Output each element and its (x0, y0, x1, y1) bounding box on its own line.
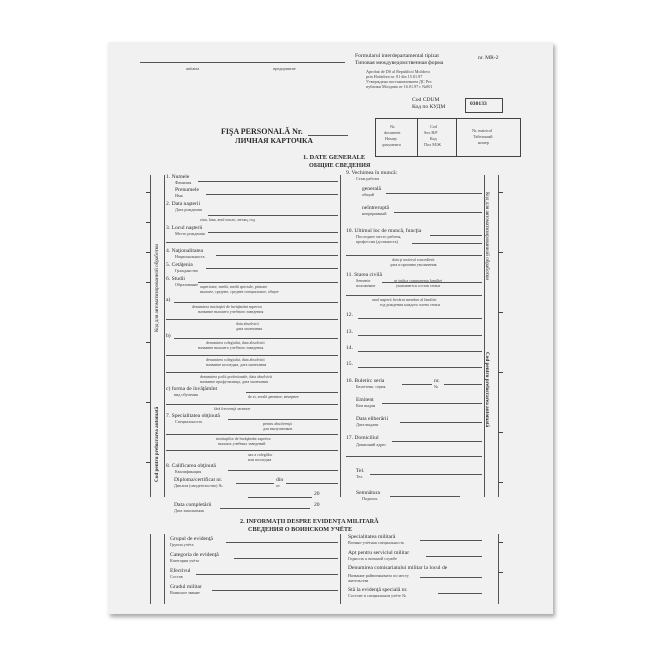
last-job-input-3[interactable] (346, 255, 482, 256)
mil-left-inner-vline (164, 534, 165, 604)
studies-a-label: a) (166, 297, 171, 303)
field-firstname-label-ru: Имя (175, 193, 183, 198)
studies-b2-hint-ru: название колледжа, дата окончания (206, 362, 267, 367)
tick-mark (146, 222, 150, 223)
study-form-input-2[interactable] (166, 404, 338, 405)
tick-mark (146, 402, 150, 403)
mil-fitness-input[interactable] (426, 556, 482, 557)
field-studies-hint-ru: высшее, среднее, среднее специальное, общее (200, 289, 279, 294)
specialty-hint-3-ru: или колледжа (248, 457, 272, 462)
mil-right-vline (498, 534, 499, 604)
approval-ru-2: публики Молдова от 16.01.97 г №001 (366, 84, 433, 89)
last-job-label-ru2: профессия (должность) (356, 239, 399, 244)
field-studies-input[interactable] (198, 282, 338, 283)
field-birthdate-label-ru: Дата рождения (175, 207, 202, 212)
field-firstname-label: Prenumele (175, 187, 199, 193)
tick-mark (499, 252, 503, 253)
field-citizenship-label: 5. Cetăţenia (166, 262, 193, 268)
experience-label-ru: Стаж работы (356, 176, 380, 181)
id-col-sex (417, 119, 457, 156)
id-col-document-ro2: document (384, 130, 401, 135)
diploma-ot: от (276, 483, 280, 488)
specialty-hint-ru: для выпускников (263, 426, 293, 431)
specialty-hint-2: instituţiilor de învăţămînt superior (216, 436, 271, 441)
mil-composition-input[interactable] (196, 574, 338, 575)
study-form-label-ru: вид обучения (174, 392, 198, 397)
date-completed-label: Data completării (174, 502, 212, 508)
title-ru: ЛИЧНАЯ КАРТОЧКА (235, 136, 313, 145)
date-completed-year: 20 (314, 502, 320, 508)
issuer-input[interactable] (382, 403, 482, 404)
dismissal-hint: data şi motivul concedierii (392, 257, 435, 262)
field-studies-hint: superioare, medii, medii speciale, primare (200, 284, 268, 289)
civil-status-label: 11. Starea civilă (346, 272, 382, 278)
left-inner-vline (164, 175, 165, 497)
center-vline (340, 175, 341, 497)
last-job-label: 10. Ultimul loc de muncă, funcţia (346, 228, 422, 234)
id-card-label: 16. Buletin: seria (346, 378, 385, 384)
id-col-matricol-ru: Табельный (473, 134, 493, 139)
title-ro: FIŞA PERSONALĂ Nr. (221, 127, 303, 136)
tick-mark (499, 312, 503, 313)
studies-a-date-hint: data absolvirii (236, 321, 259, 326)
side-code-left-ro: Код для автоматизированной обработки (154, 243, 160, 332)
tick-mark (499, 542, 503, 543)
mil-fitness-label-ru: Годность к военной службе (348, 556, 397, 561)
mil-commissariat-label: Denumirea comisariatului militar la locul de (348, 565, 448, 571)
field-surname-label-ru: Фамилия (175, 180, 192, 185)
approval-ro-1: Aprobat de DS al Republicii Moldova (366, 69, 430, 74)
mil-category-label: Categoria de evidenţă (170, 552, 219, 558)
field-birthplace-input-2[interactable] (166, 242, 338, 243)
studies-b3-input[interactable] (166, 372, 338, 373)
field-surname-input[interactable] (198, 181, 338, 182)
form-sheet (108, 42, 553, 614)
id-col-matricol-ro: Nr. matricol (472, 128, 493, 133)
signature-label-ru: Подпись (362, 496, 378, 501)
tick-mark (146, 192, 150, 193)
field-nationality-label-ru: Национальность (175, 254, 205, 259)
mil-group-label: Grupul de evidenţă (170, 536, 213, 542)
studies-b2-input[interactable] (166, 355, 338, 356)
studies-b3-hint-ru: название профучилища, дата окончания (200, 379, 269, 384)
experience-continuous-label-ru: непрерывный (362, 211, 387, 216)
domicile-label: 17. Domiciliul (346, 435, 379, 441)
row-13-input[interactable] (358, 335, 482, 336)
mil-category-input[interactable] (234, 558, 338, 559)
form-title-ro: Formularul interdepartamental tipizat (355, 53, 439, 59)
dismissal-hint-ru: дата и причина увольнения (390, 262, 437, 267)
field-surname-label: 1. Numele (166, 174, 190, 180)
field-citizenship-input[interactable] (206, 268, 338, 269)
id-col-matricol (456, 119, 520, 156)
qualification-label: 8. Calificarea obţinută (166, 463, 216, 469)
experience-continuous-input[interactable] (394, 212, 482, 213)
experience-label: 9. Vechimea în muncă: (346, 170, 398, 176)
id-card-series-input[interactable] (402, 384, 432, 385)
civil-status-sub2: положение (356, 283, 376, 288)
studies-b2-hint: denumirea colegiului, data absolvirii (206, 357, 265, 362)
mil-composition-label-ru: Состав (170, 574, 183, 579)
last-job-input-2[interactable] (412, 243, 482, 244)
field-firstname-input[interactable] (206, 194, 338, 195)
civil-status-hint: se indica componenţa familiei (394, 278, 443, 283)
field-birthdate-input[interactable] (208, 215, 338, 216)
field-birthdate-label: 2. Data naşterii (166, 201, 201, 207)
mil-group-input[interactable] (226, 542, 338, 543)
left-outer-vline (150, 175, 151, 497)
tick-mark (146, 252, 150, 253)
studies-b-input[interactable] (174, 338, 338, 339)
diploma-year: 20 (314, 491, 320, 497)
unit-line (140, 62, 345, 63)
study-form-hint-2: fără frecvenţă заочное (214, 406, 251, 411)
mil-special-label-ru: Состоит в специальном учёте № (348, 593, 406, 598)
studies-a-hint: denumirea instituţiei de învăţămînt superior (192, 304, 262, 309)
last-job-label-ru: Последнее место работы, (356, 234, 402, 239)
field-birthdate-hint: ziua, luna, anul число, месяц, год (200, 217, 255, 222)
section1-title-ru: ОБЩИЕ СВЕДЕНИЯ (309, 162, 371, 169)
date-completed-input[interactable] (220, 508, 310, 509)
tick-mark (499, 482, 503, 483)
specialty-input-2[interactable] (166, 434, 338, 435)
row-15-input[interactable] (358, 367, 482, 368)
family-hint-ru: год рождения каждого члена семьи (380, 302, 440, 307)
field-studies-label: 6. Studii (166, 276, 185, 282)
studies-b-hint-ru: название высшего учебного заведения (198, 345, 264, 350)
section1-title-ro: 1. DATE GENERALE (303, 154, 366, 161)
id-card-n: № (434, 384, 438, 389)
mil-specialty-label-ru: Военно-учётная специальность (348, 540, 405, 545)
id-col-document (376, 119, 418, 156)
right-outer-vline (498, 175, 499, 497)
experience-general-label: generală (362, 186, 381, 192)
studies-b-hint: denumirea colegiului, data absolvirii (206, 340, 265, 345)
id-col-sex-ru2: Пол М/Ж (424, 142, 441, 147)
field-nationality-input[interactable] (216, 255, 338, 256)
specialty-hint-3: sau a colegiilor (248, 452, 273, 457)
family-input[interactable] (346, 295, 482, 296)
tick-mark (499, 192, 503, 193)
study-form-label: c) forma de învăţămînt (166, 386, 218, 392)
side-code-right-ro: Код для автоматизированной обработки (484, 192, 490, 281)
issue-date-input[interactable] (400, 422, 482, 423)
field-nationality-label: 4. Naţionalitatea (166, 248, 203, 254)
phone-input[interactable] (370, 474, 482, 475)
tick-mark (499, 372, 503, 373)
mil-special-input[interactable] (438, 593, 482, 594)
mil-group-label-ru: Группа учёта (170, 542, 194, 547)
mil-fitness-label: Apt pentru serviciul militar (348, 550, 410, 556)
code-value: 030133 (470, 101, 487, 107)
id-col-sex-ro2: Sex B/F (424, 130, 438, 135)
signature-input[interactable] (390, 496, 460, 497)
id-col-matricol-ru2: номер (478, 140, 489, 145)
studies-a-date-hint-ru: дата окончания (236, 326, 263, 331)
mil-specialty-label: Specialitatea militară (348, 534, 396, 540)
mil-center-vline (340, 534, 341, 604)
mil-commissariat-input[interactable] (420, 577, 482, 578)
date-completed-label-ru: Дата заполнения (174, 508, 204, 513)
domicile-label-ru: Домашний адрес (356, 442, 387, 447)
studies-b3-hint: denumirea şcolii profesionale, data absolvirii (200, 374, 273, 379)
last-job-input[interactable] (430, 235, 482, 236)
domicile-input[interactable] (392, 441, 482, 442)
approval-ro-2: prin Hotărîrea nr. 01 din 15.01.97 (366, 74, 423, 79)
studies-b-label: b) (166, 333, 171, 339)
diploma-date-input[interactable] (286, 483, 338, 484)
id-table (375, 118, 521, 157)
tick-mark (146, 342, 150, 343)
id-card-label-ru: Бюлетень: серия (356, 384, 386, 389)
diploma-din: din (276, 477, 284, 483)
experience-general-input[interactable] (386, 193, 482, 194)
code-box (465, 98, 503, 113)
issuer-label-ru: Кем выдан (356, 403, 376, 408)
form-title-ru: Типовая междуведомственная форма (355, 60, 444, 66)
diploma-label-ru: Диплом (свидетельство) № (174, 483, 223, 488)
diploma-label: Diploma/certificat nr. (174, 477, 223, 483)
specialty-hint-2-ru: высших учебных заведений (218, 441, 266, 446)
family-hint: anul naşterii fiecărui membru al familiei (372, 297, 437, 302)
specialty-label: 7. Specialitatea obţinută (166, 413, 220, 419)
tick-mark (499, 432, 503, 433)
issue-date-label-ru: Дата выдачи (356, 422, 379, 427)
phone-label-ru: Тел. (356, 474, 364, 479)
specialty-input-3[interactable] (166, 450, 338, 451)
study-form-hint: de zi, serală дневное, вечернее (248, 394, 299, 399)
field-studies-label-ru: Образование (175, 282, 198, 287)
specialty-label-ru: Специальность (175, 419, 203, 424)
row-15-label: 15. (346, 361, 353, 367)
tick-mark (146, 462, 150, 463)
row-14-input[interactable] (358, 351, 482, 352)
mil-rank-label: Gradul militar (170, 584, 202, 590)
cod-cdum: Cod CDUM (412, 97, 440, 103)
mil-composition-label: Efectivul (170, 568, 191, 574)
approval-ru-1: Утверждена постановлением ДС Рес (366, 79, 432, 84)
mil-specialty-input[interactable] (420, 540, 482, 541)
specialty-input[interactable] (228, 419, 338, 420)
kod-kudm: Код по КУДМ (412, 104, 446, 110)
id-col-sex-ru: Код (430, 136, 437, 141)
section2-title-ro: 2. INFORMAŢII DESPRE EVIDENŢA MILITARĂ (240, 518, 379, 525)
diploma-year-input[interactable] (248, 497, 312, 498)
mil-commissariat-label-ru: Название райвоенкомата по месту жительства (348, 573, 409, 583)
field-citizenship-label-ru: Гражданство (175, 268, 198, 273)
phone-label: Tel. (356, 468, 365, 474)
id-card-nr: nr. (434, 378, 440, 384)
diploma-number-input[interactable] (236, 483, 274, 484)
row-12-input[interactable] (358, 318, 482, 319)
row-12-label: 12. (346, 312, 353, 318)
id-card-number-input[interactable] (444, 384, 482, 385)
issuer-label: Emitent (356, 397, 374, 403)
qualification-label-ru: Квалификация (175, 469, 202, 474)
civil-status-sub1: Semeniе (356, 278, 371, 283)
tick-mark (146, 282, 150, 283)
form-number: nr. MR-2 (478, 55, 499, 61)
issue-date-label: Data eliberării (356, 416, 389, 422)
side-code-left-ru: Cod pentru prelucrarea automată (154, 406, 160, 482)
mil-category-label-ru: Категория учёта (170, 558, 199, 563)
mil-special-label: Stă la evidenţă specială nr. (348, 587, 408, 593)
row-14-label: 14. (346, 345, 353, 351)
mil-left-outer-vline (150, 534, 151, 604)
specialty-hint: pentru absolvenţii (263, 421, 292, 426)
experience-continuous-label: neîntreruptă (362, 205, 390, 211)
civil-status-hint-ru: указывается состав семьи (396, 283, 440, 288)
row-13-label: 13. (346, 329, 353, 335)
studies-a-input[interactable] (174, 302, 338, 303)
id-col-document-ru2: документа (382, 142, 401, 147)
studies-a-date-input[interactable] (166, 319, 338, 320)
unit-label-ru: предприятие (273, 66, 296, 71)
field-birthplace-label: 3. Locul naşterii (166, 225, 203, 231)
id-col-sex-ro: Cod (430, 124, 437, 129)
tick-mark (499, 572, 503, 573)
id-col-document-ru: Номер (385, 136, 397, 141)
side-code-right-ru: Cod pentru prelucrarea automată (484, 352, 490, 428)
studies-a-hint-ru: название высшего учебного заведения (198, 309, 264, 314)
domicile-input-2[interactable] (346, 456, 482, 457)
unit-label: unitatea (186, 66, 200, 71)
field-birthplace-label-ru: Место рождения (175, 231, 205, 236)
section2-title-ru: СВЕДЕНИЯ О ВОИНСКОМ УЧЁТЕ (248, 526, 353, 533)
qualification-input[interactable] (228, 470, 338, 471)
mil-rank-input[interactable] (212, 590, 338, 591)
experience-general-label-ru: общий (362, 192, 374, 197)
mil-rank-label-ru: Воинское звание (170, 590, 200, 595)
study-form-input[interactable] (246, 392, 338, 393)
signature-label: Semnătura (356, 490, 380, 496)
field-birthplace-input[interactable] (208, 232, 338, 233)
title-number-line (308, 135, 348, 136)
id-col-document-ro: Nr. (390, 124, 396, 129)
